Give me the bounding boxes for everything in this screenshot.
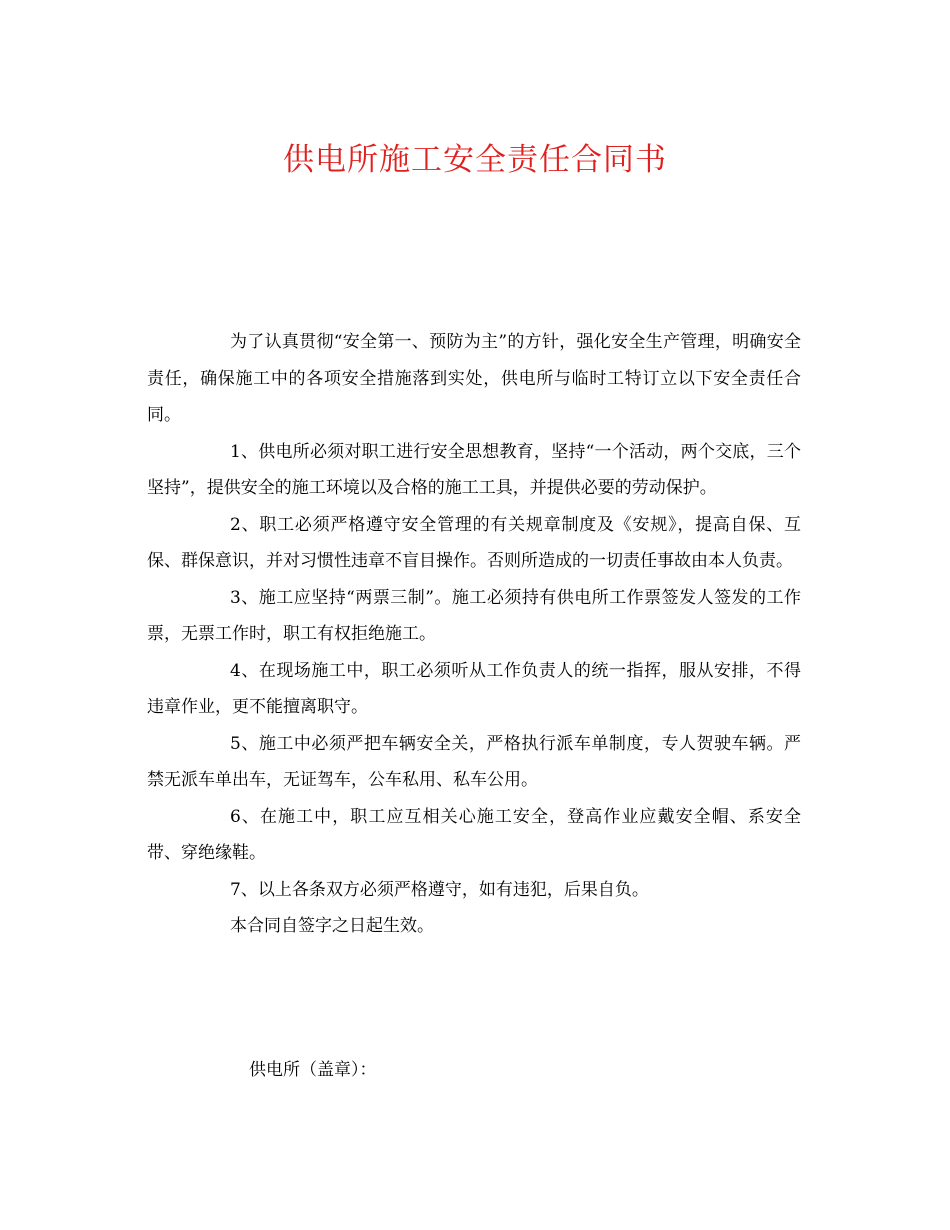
intro-paragraph: 为了认真贯彻“安全第一、预防为主”的方针，强化安全生产管理，明确安全责任，确保施工中的各项安全措施落到实处，供电所与临时工特订立以下安全责任合同。	[147, 332, 801, 425]
effective-statement: 本合同自签字之日起生效。	[230, 916, 434, 936]
clause-6: 6、在施工中，职工应互相关心施工安全，登高作业应戴安全帽、系安全带、穿绝缘鞋。	[147, 806, 801, 863]
clause-2: 2、职工必须严格遵守安全管理的有关规章制度及《安规》，提高自保、互保、群保意识，并对习惯性违章不盲目操作。否则所造成的一切责任事故由本人负责。	[147, 514, 801, 571]
clause-3: 3、施工应坚持“两票三制”。施工必须持有供电所工作票签发人签发的工作票，无票工作时，职工有权拒绝施工。	[147, 587, 801, 644]
signature-line: 供电所（盖章）：	[249, 1060, 377, 1080]
clause-4: 4、在现场施工中，职工必须听从工作负责人的统一指挥，服从安排，不得违章作业，更不能擅离职守。	[147, 660, 801, 717]
clause-7: 7、以上各条双方必须严格遵守，如有违犯，后果自负。	[230, 879, 649, 900]
document-body	[147, 324, 801, 945]
document-title: 供电所施工安全责任合同书	[283, 142, 667, 178]
clause-5: 5、施工中必须严把车辆安全关，严格执行派车单制度，专人贺驶车辆。严禁无派车单出车，无证驾车，公车私用、私车公用。	[147, 733, 801, 790]
clause-1: 1、供电所必须对职工进行安全思想教育，坚持“一个活动，两个交底，三个坚持”，提供安全的施工环境以及合格的施工工具，并提供必要的劳动保护。	[147, 441, 801, 498]
